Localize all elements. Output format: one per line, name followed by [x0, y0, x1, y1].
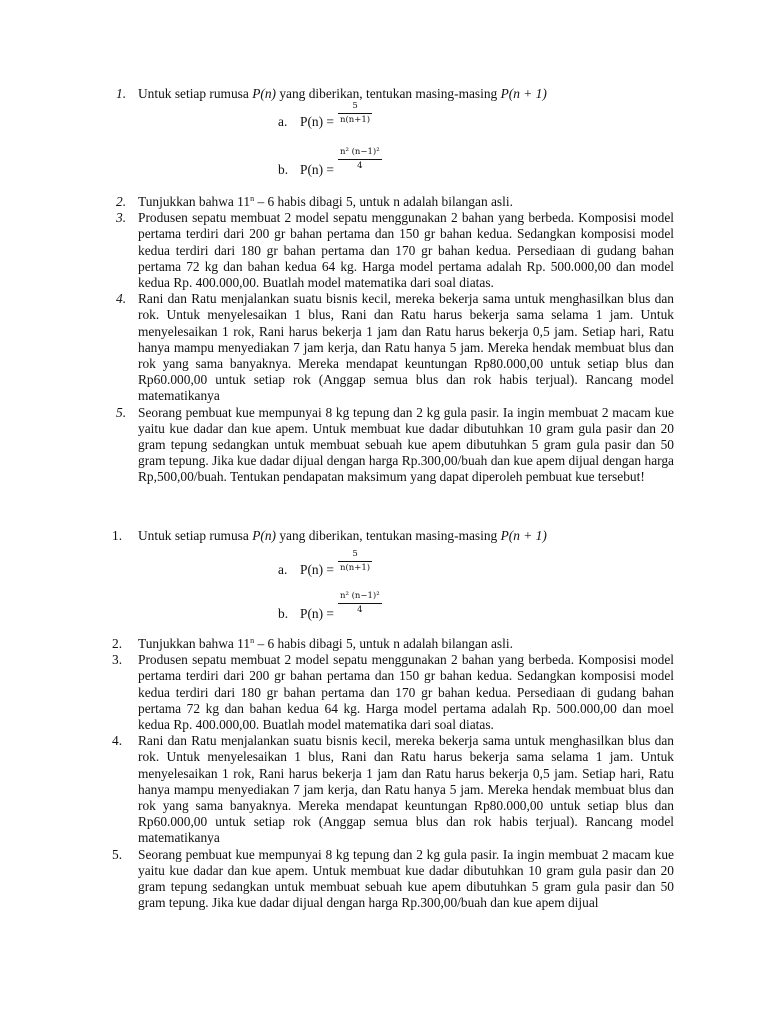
fraction-b	[338, 147, 382, 172]
question-4	[0, 733, 768, 846]
fraction-a	[338, 101, 372, 126]
denominator: 4	[357, 161, 363, 172]
question-number: 2.	[116, 194, 127, 209]
numerator: 5	[352, 549, 358, 560]
question-number: 3.	[112, 652, 123, 668]
question-number: 3.	[116, 210, 127, 226]
question-number: 1.	[116, 86, 127, 101]
question-number: 4.	[112, 733, 123, 749]
question-text: Seorang pembuat kue mempunyai 8 kg tepung dan 2 kg gula pasir. Ia ingin membuat 2 macam kue yaitu kue dadar dan kue apem. Untuk membuat kue dadar dibutuhkan 10 gram gula pasir dan 20 gram tepung sedangkan untuk membuat sebuah kue apem dibutuhkan 5 gram gula pasir dan 50 gram tepung. Jika kue dadar dijual dengan harga Rp.300,00/buah dan kue apem dijual	[138, 846, 674, 911]
question-text: Tunjukkan bahwa 11$^n$ – 6 habis dibagi 5, untuk n adalah bilangan asli.	[138, 194, 513, 209]
denominator: n(n+1)	[340, 563, 371, 574]
question-text: Untuk setiap rumusa P(n) yang diberikan, tentukan masing-masing P(n + 1)	[138, 86, 547, 101]
question-3	[0, 652, 768, 733]
question-4	[0, 291, 768, 404]
question-1: 1. Untuk setiap rumusa P(n) yang diberikan, tentukan masing-masing P(n + 1) a. P(n) = 5 n(n+1) b. P(n) = n² (n−1)² 4	[0, 86, 768, 194]
question-number: 1.	[112, 528, 123, 543]
numerator: 5	[352, 101, 358, 112]
question-text: Produsen sepatu membuat 2 model sepatu menggunakan 2 bahan yang berbeda. Komposisi model pertama terdiri dari 200 gr bahan pertama dan 150 gr bahan kedua. Sedangkan komposisi model kedua terdiri dari 180 gr bahan pertama dan 170 gr bahan kedua. Persediaan di gudang bahan pertama 72 kg dan bahan kedua 64 kg. Harga model pertama adalah Rp. 500.000,00 dan moel kedua Rp. 400.000,00. Buatlah model matematika dari soal diatas.	[138, 652, 674, 733]
question-list-2	[0, 528, 768, 911]
question-5	[0, 405, 768, 486]
question-number: 5.	[116, 404, 127, 420]
fraction-b	[338, 591, 382, 616]
question-number: 5.	[112, 846, 123, 862]
question-text: Tunjukkan bahwa 11$^n$ – 6 habis dibagi 5, untuk n adalah bilangan asli.	[138, 636, 513, 651]
question-text: Rani dan Ratu menjalankan suatu bisnis kecil, mereka bekerja sama untuk menghasilkan blus dan rok. Untuk menyelesaikan 1 blus, Rani dan Ratu harus bekerja sama selama 1 jam. Untuk menyelesaikan 1 rok, Rani harus bekerja 1 jam dan Ratu harus bekerja 0,5 jam. Setiap hari, Ratu hanya mampu menyediakan 7 jam kerja, dan Ratu hanya 5 jam. Mereka hendak membuat blus dan rok yang sama banyaknya. Mereka mendapat keuntungan Rp80.000,00 untuk setiap blus dan Rp60.000,00 untuk setiap rok (Anggap semua blus dan rok habis terjual). Rancang model matematikanya	[138, 291, 674, 404]
question-number: 2.	[112, 636, 123, 651]
fraction-a	[338, 549, 372, 574]
question-list-1	[0, 86, 768, 486]
question-text: Rani dan Ratu menjalankan suatu bisnis kecil, mereka bekerja sama untuk menghasilkan blus dan rok. Untuk menyelesaikan 1 blus, Rani dan Ratu harus bekerja sama selama 1 jam. Untuk menyelesaikan 1 rok, Rani harus bekerja 1 jam dan Ratu harus bekerja 0,5 jam. Setiap hari, Ratu hanya mampu menyediakan 7 jam kerja, dan Ratu hanya 5 jam. Mereka hendak membuat blus dan rok yang sama banyaknya. Mereka mendapat keuntungan Rp80.000,00 untuk setiap blus dan Rp60.000,00 untuk setiap rok (Anggap semua blus dan rok habis terjual). Rancang model matematikanya	[138, 733, 674, 846]
question-5	[0, 847, 768, 912]
question-number: 4.	[116, 291, 127, 307]
fraction-bar	[338, 603, 382, 604]
question-2	[0, 194, 768, 210]
denominator: 4	[357, 605, 363, 616]
question-1: 1. Untuk setiap rumusa P(n) yang diberikan, tentukan masing-masing P(n + 1) a. P(n) = 5 n(n+1) b. P(n) = n² (n−1)² 4	[0, 528, 768, 636]
question-2	[0, 636, 768, 652]
question-3	[0, 210, 768, 291]
question-text: Seorang pembuat kue mempunyai 8 kg tepung dan 2 kg gula pasir. Ia ingin membuat 2 macam kue yaitu kue dadar dan kue apem. Untuk membuat kue dadar dibutuhkan 10 gram gula pasir dan 20 gram tepung sedangkan untuk membuat sebuah kue apem dibutuhkan 5 gram gula pasir dan 50 gram tepung. Jika kue dadar dijual dengan harga Rp.300,00/buah dan kue apem dijual dengan harga Rp,500,00/buah. Tentukan pendapatan maksimum yang dapat diperoleh pembuat kue tersebut!	[138, 404, 674, 485]
question-text: Produsen sepatu membuat 2 model sepatu menggunakan 2 bahan yang berbeda. Komposisi model pertama terdiri dari 200 gr bahan pertama dan 150 gr bahan kedua. Sedangkan komposisi model kedua terdiri dari 180 gr bahan pertama dan 170 gr bahan kedua. Persediaan di gudang bahan pertama 72 kg dan bahan kedua 64 kg. Harga model pertama adalah Rp. 500.000,00 dan model kedua Rp. 400.000,00. Buatlah model matematika dari soal diatas.	[138, 210, 674, 291]
numerator: n² (n−1)²	[340, 591, 380, 602]
denominator: n(n+1)	[340, 115, 371, 126]
numerator: n² (n−1)²	[340, 147, 380, 158]
question-text: Untuk setiap rumusa P(n) yang diberikan, tentukan masing-masing P(n + 1)	[138, 528, 547, 543]
fraction-bar	[338, 159, 382, 160]
